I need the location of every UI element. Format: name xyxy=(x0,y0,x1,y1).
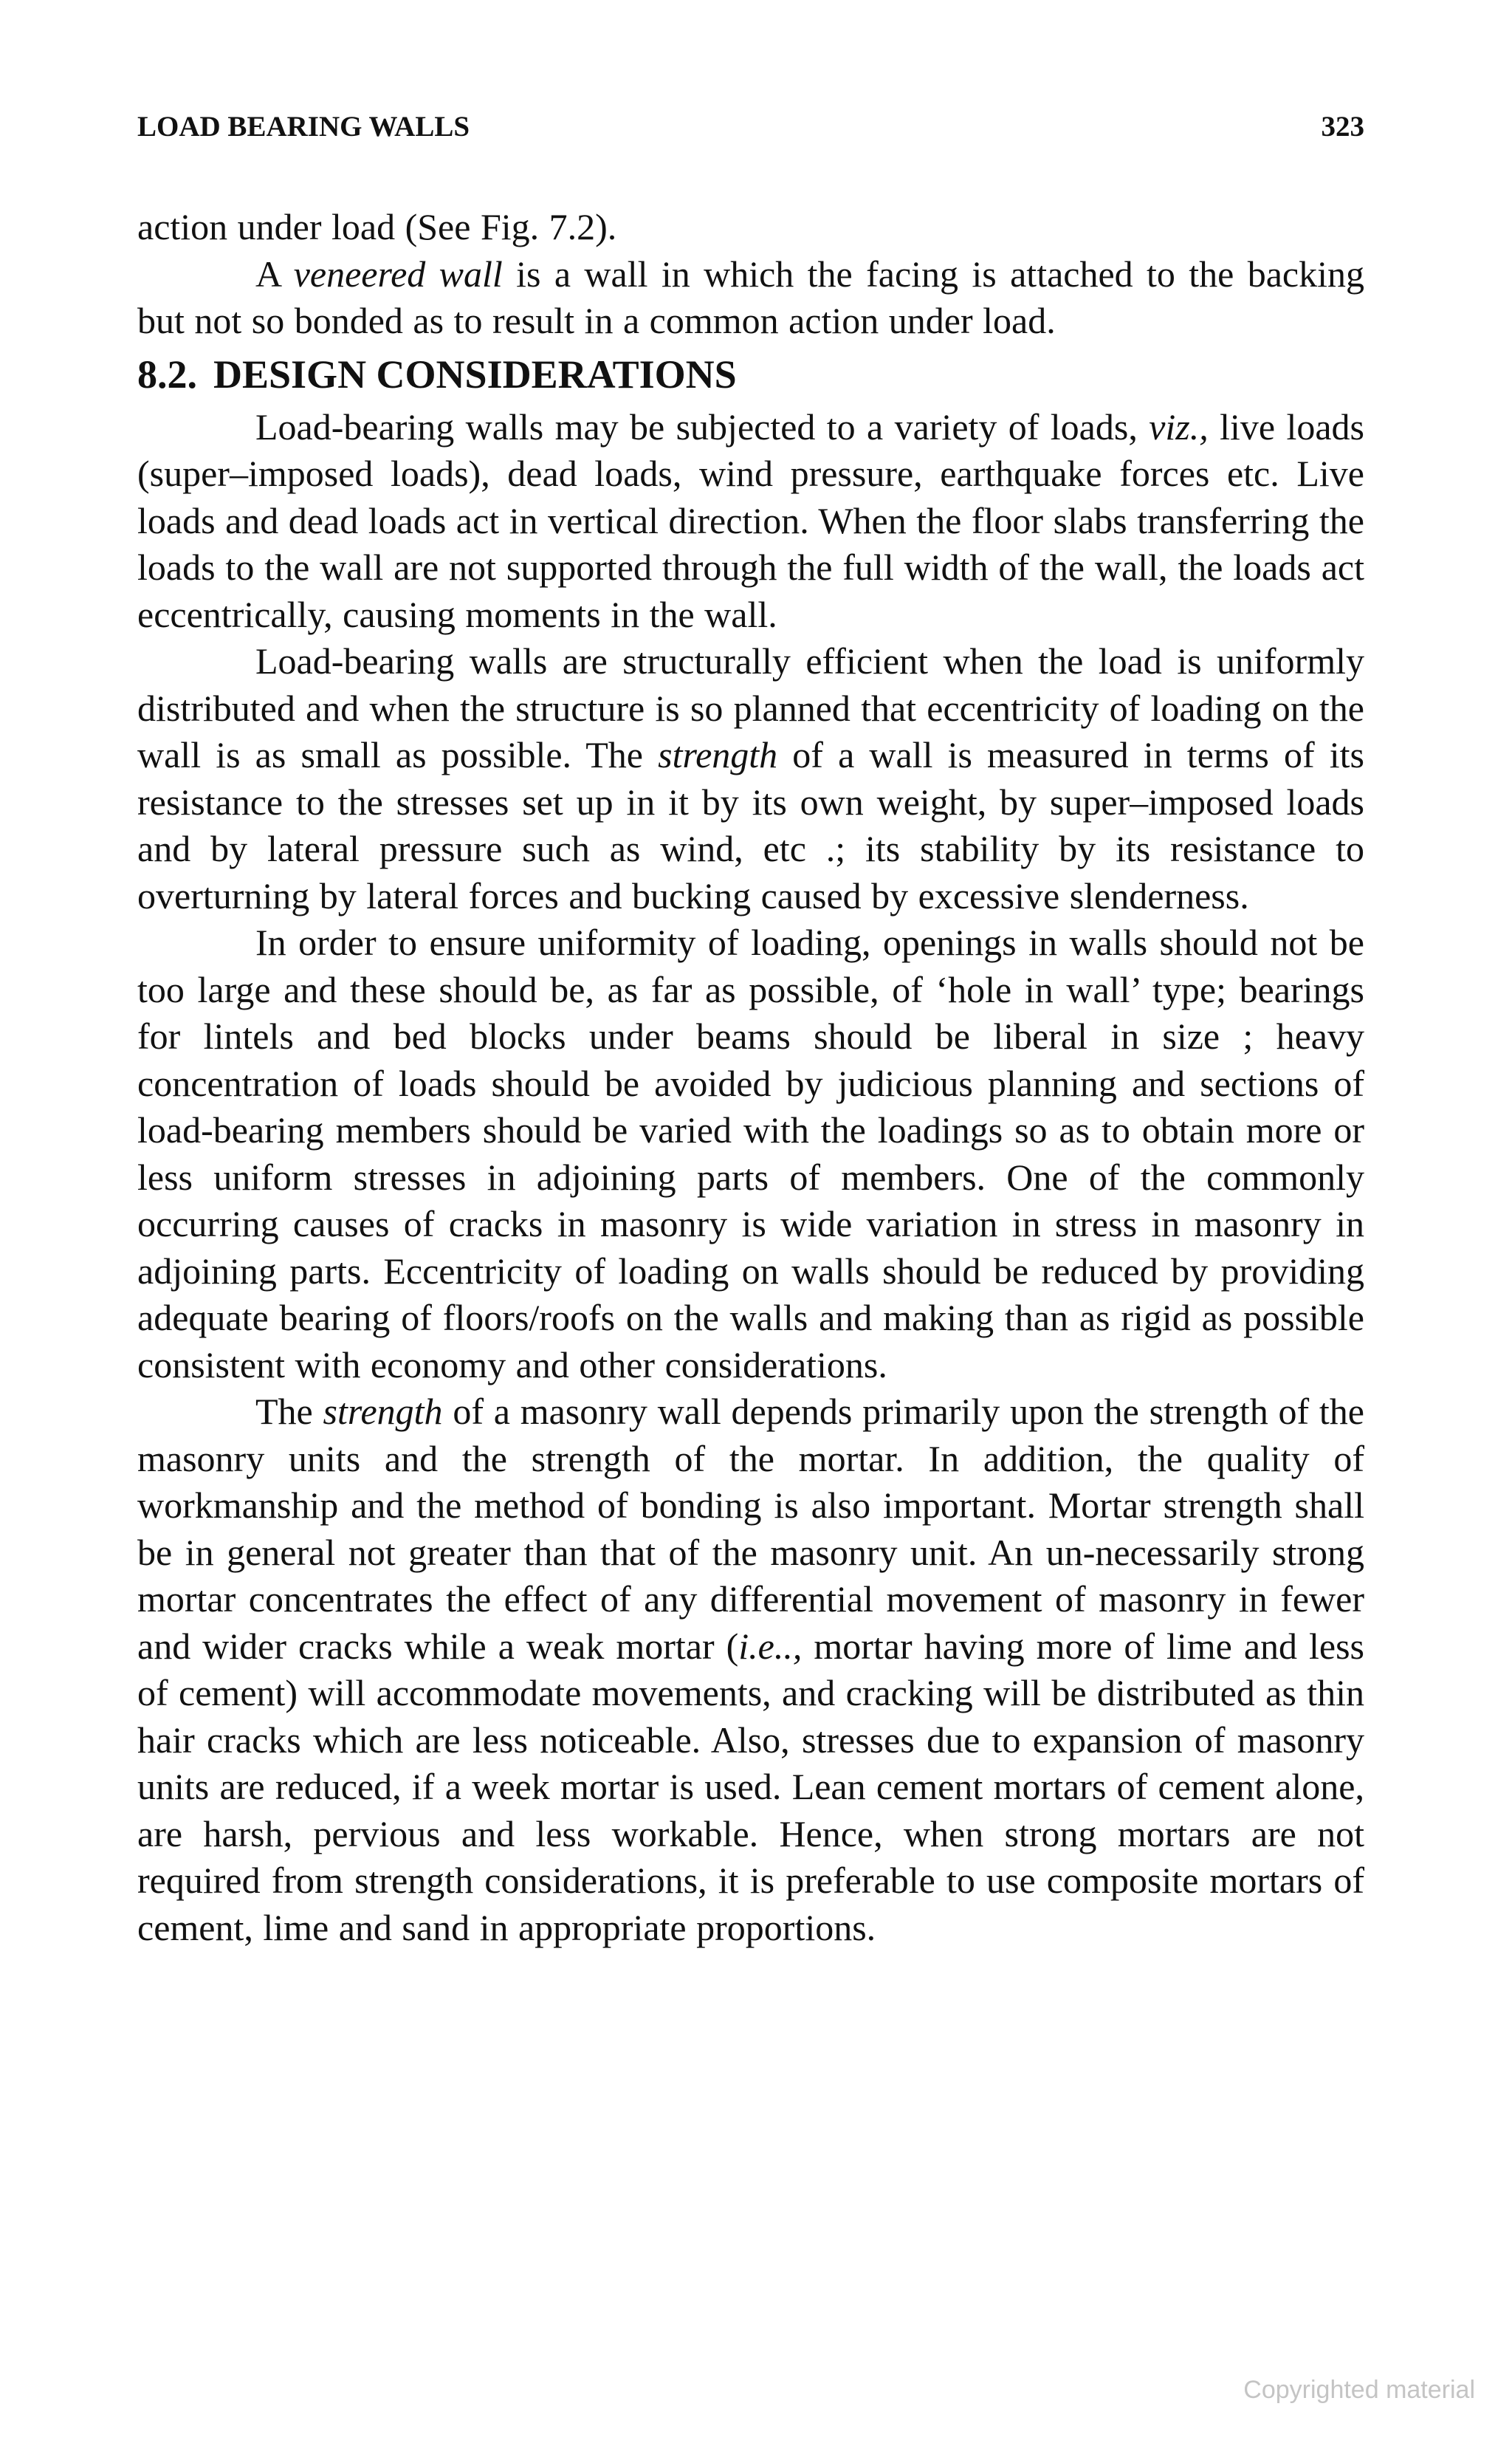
running-header xyxy=(137,105,1364,149)
copyright-watermark: Copyrighted material xyxy=(1243,2376,1475,2404)
paragraph-loads xyxy=(137,404,1364,639)
paragraph-uniformity xyxy=(137,919,1364,1388)
paragraph-text: The xyxy=(255,1391,323,1432)
paragraph-text: In order to ensure uniformity of loading, openings in walls should not be too large and these should be, as far as possible, of ‘hole in wall’ type; bearings for lintels and bed blocks under beams should be liberal in size ; heavy concentration of loads should be avoided by judicious planning and sections of load-bearing members should be varied with the loadings so as to obtain more or less uniform stresses in adjoining parts of members. One of the commonly occurring causes of cracks in masonry is wide variation in stress in masonry in adjoining parts. Eccentricity of loading on walls should be reduced by providing adequate bearing of floors/roofs on the walls and making than as rigid as possible consistent with economy and other considerations. xyxy=(137,922,1364,1385)
paragraph-text: of a wall is measured in terms of its resistance to the stresses set up in it by its own weight, by super–imposed loads and by lateral pressure such as wind, etc .; its stability by its resistance to overturning by lateral forces and bucking caused by excessive slenderness. xyxy=(137,734,1364,916)
paragraph-mortar-strength xyxy=(137,1388,1364,1951)
running-title: LOAD BEARING WALLS xyxy=(137,111,470,143)
italic-term: strength xyxy=(658,734,778,775)
paragraph-text: Load-bearing walls are structurally efficient when the load is uniformly distributed and when the structure is so planned that eccentricity of loading on the wall is as small as possible. The xyxy=(137,640,1364,775)
paragraph-veneered-wall xyxy=(137,251,1364,345)
section-number: 8.2. xyxy=(137,352,197,397)
italic-term: viz., xyxy=(1149,405,1209,448)
section-heading xyxy=(137,345,1364,404)
paragraph-continuation xyxy=(137,204,1364,251)
paragraph-text: is a wall in which the facing is attached to the backing but not so bonded as to result in a common action under load. xyxy=(137,253,1364,341)
section-title: DESIGN CONSIDERATIONS xyxy=(213,352,737,397)
page-number: 323 xyxy=(1321,111,1364,143)
paragraph-text: of a masonry wall depends primarily upon the strength of the masonry units and the strength of the mortar. In addition, the quality of workmanship and the method of bonding is also important. Mortar strength shall be in general not greater than that of the masonry unit. An un-necessarily strong mortar concentrates the effect of any differential movement of masonry in fewer and wider cracks while a weak mortar ( xyxy=(137,1391,1364,1667)
paragraph-text: live loads (super–imposed loads), dead loads, wind pressure, earthquake forces etc. Live loads and dead loads act in vertical direction. When the floor slabs transferring the loads to the wall are not supported through the full width of the wall, the loads act eccentrically, causing moments in the wall. xyxy=(137,405,1364,635)
paragraph-text: A xyxy=(255,253,294,295)
paragraph-text: mortar having more of lime and less of cement) will accommodate movements, and cracking will be distributed as thin hair cracks which are less noticeable. Also, stresses due to expansion of masonry units are reduced, if a week mortar is used. Lean cement mortars of cement alone, are harsh, pervious and less workable. Hence, when strong mortars are not required from strength considerations, it is preferable to use composite mortars of cement, lime and sand in appropriate proportions. xyxy=(137,1625,1364,1948)
paragraph-text: action under load (See Fig. 7.2). xyxy=(137,206,617,247)
italic-term: strength xyxy=(323,1391,443,1432)
paragraph-text: Load-bearing walls may be subjected to a variety of loads, xyxy=(255,405,1150,448)
italic-term: i.e.., xyxy=(738,1625,803,1667)
body-text xyxy=(137,204,1364,1951)
paragraph-efficiency xyxy=(137,638,1364,919)
italic-term: veneered wall xyxy=(293,253,503,295)
